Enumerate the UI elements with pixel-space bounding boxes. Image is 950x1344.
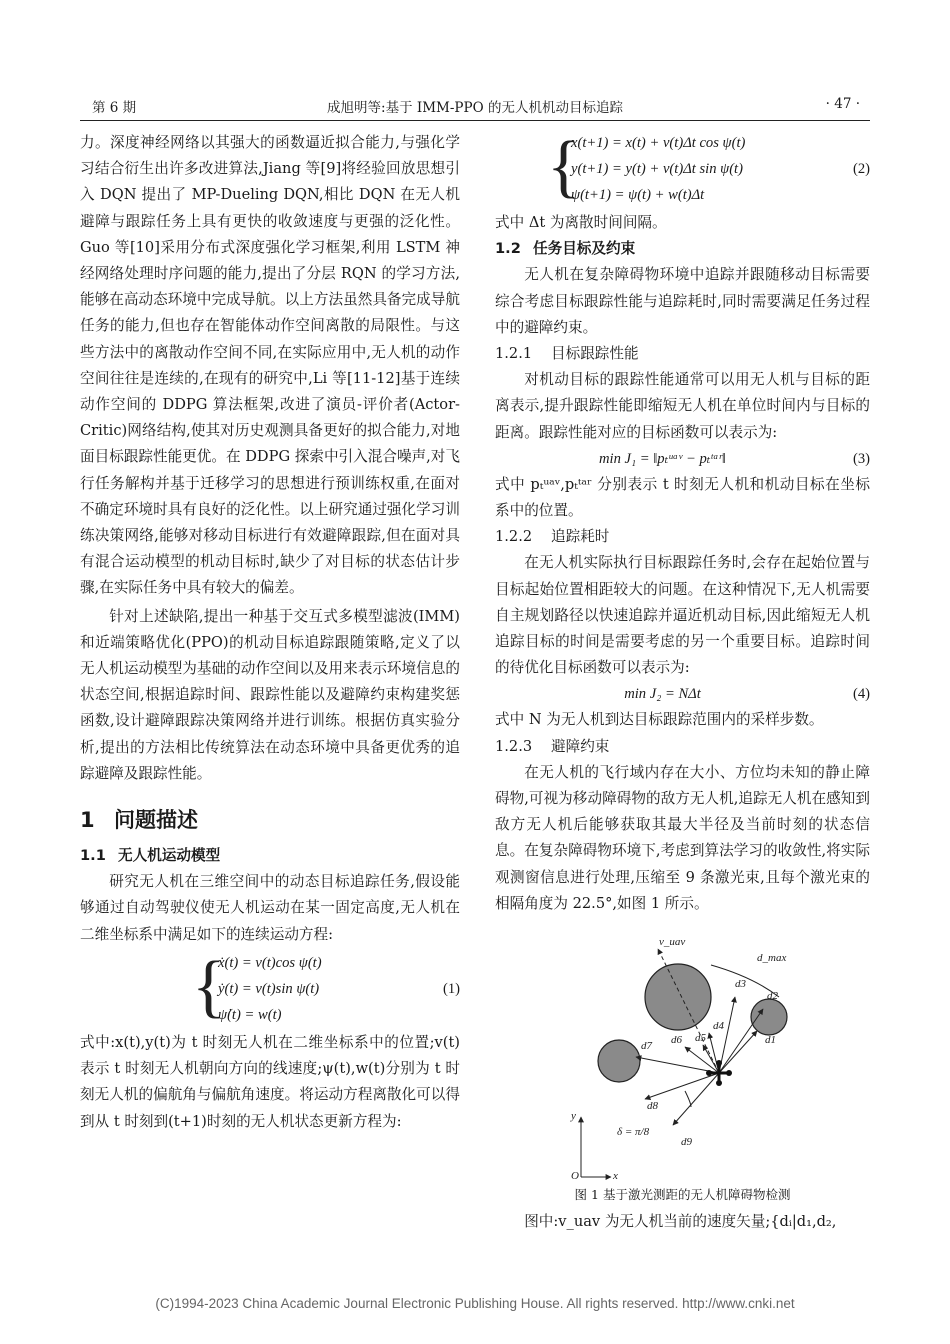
obstacle-left bbox=[598, 1040, 640, 1082]
equation-2-line-2: y(t+1) = y(t) + v(t)Δt sin ψ(t) bbox=[571, 161, 743, 177]
obstacle-large bbox=[645, 964, 711, 1030]
label-dmax: d_max bbox=[757, 952, 787, 965]
beam-d7 bbox=[636, 1057, 719, 1073]
paragraph-discretization: 式中:x(t),y(t)为 t 时刻无人机在二维坐标系中的位置;v(t)表示 t 时刻无人机朝向方向的线速度;ψ(t),w(t)分别为 t 时刻无人机的偏航角与偏航角速度。将运动方程离散化可以得到从 t 时刻到(t+1)时刻的无人机状态更新方程为: bbox=[80, 1033, 460, 1130]
label-vuav: v_uav bbox=[659, 936, 686, 949]
delta-angle-arc bbox=[685, 1091, 691, 1107]
label-d6: d6 bbox=[671, 1034, 682, 1047]
equation-1-number: (1) bbox=[442, 980, 460, 997]
label-d7: d7 bbox=[641, 1040, 652, 1053]
label-d2: d2 bbox=[767, 990, 778, 1003]
equation-2-number: (2) bbox=[852, 161, 870, 177]
beam-d5 bbox=[703, 1045, 719, 1073]
subsection-heading-1-1 bbox=[80, 843, 460, 869]
label-d1: d1 bbox=[765, 1034, 776, 1047]
paragraph-sampling-steps: 式中 N 为无人机到达目标跟踪范围内的采样步数。 bbox=[495, 711, 824, 729]
axis-y-label: y bbox=[571, 1110, 576, 1123]
running-title: 成旭明等:基于 IMM-PPO 的无人机机动目标追踪 bbox=[327, 100, 623, 116]
subsection-heading-1-2 bbox=[495, 236, 870, 262]
header-rule bbox=[80, 120, 870, 121]
section-title: 问题描述 bbox=[114, 808, 198, 833]
equation-4 bbox=[495, 681, 870, 707]
equation-3-number: (3) bbox=[852, 450, 870, 467]
equation-1-line-3: ψ̇(t) = w(t) bbox=[218, 1006, 282, 1023]
subsubsection-heading-1-2-2 bbox=[495, 524, 870, 550]
label-delta: δ = π/8 bbox=[617, 1126, 650, 1139]
equation-4-body: min J₂ = NΔt bbox=[624, 686, 701, 703]
axis-origin-label: O bbox=[571, 1170, 579, 1182]
equation-3-body: min J₁ = ‖pₜᵘᵃᵛ − pₜᵗᵃʳ‖ bbox=[598, 450, 727, 467]
subsection-number: 1.1 bbox=[80, 847, 106, 865]
subsubsection-heading-1-2-1 bbox=[495, 341, 870, 367]
equation-4-number: (4) bbox=[852, 686, 870, 703]
equation-3 bbox=[495, 446, 870, 472]
equation-2 bbox=[495, 130, 870, 210]
label-d4: d4 bbox=[713, 1020, 724, 1033]
label-d9: d9 bbox=[681, 1136, 692, 1149]
right-column bbox=[495, 130, 870, 1235]
subsubsection-title: 避障约束 bbox=[551, 737, 610, 755]
label-d3: d3 bbox=[735, 978, 746, 991]
equation-2-line-1: x(t+1) = x(t) + v(t)Δt cos ψ(t) bbox=[571, 135, 746, 151]
paragraph-tracking-performance: 对机动目标的跟踪性能通常可以用无人机与目标的距离表示,提升跟踪性能即缩短无人机在单位时间内与目标的距离。跟踪性能对应的目标函数可以表示为: bbox=[495, 371, 870, 441]
paragraph-positions: 式中 pₜᵘᵃᵛ,pₜᵗᵃʳ 分别表示 t 时刻无人机和机动目标在坐标系中的位置。 bbox=[495, 475, 870, 520]
subsubsection-title: 追踪耗时 bbox=[551, 528, 610, 546]
obstacle-right bbox=[751, 999, 787, 1035]
paragraph-delta-t: 式中 Δt 为离散时间间隔。 bbox=[495, 214, 667, 231]
equation-2-line-3: ψ(t+1) = ψ(t) + w(t)Δt bbox=[571, 187, 705, 203]
paragraph-tracking-time: 在无人机实际执行目标跟踪任务时,会存在起始位置与目标起始位置相距较大的问题。在这种情况下,无人机需要自主规划路径以快速追踪并逼近机动目标,因此缩短无人机追踪目标的时间是需要考虑的另一个重要目标。追踪时间的待优化目标函数可以表示为: bbox=[495, 554, 870, 677]
section-number: 1 bbox=[80, 808, 95, 833]
equation-1 bbox=[80, 948, 460, 1030]
figure-1 bbox=[495, 931, 870, 1181]
subsection-title: 任务目标及约束 bbox=[533, 240, 636, 258]
paragraph-task-goal: 无人机在复杂障碍物环境中追踪并跟随移动目标需要综合考虑目标跟踪性能与追踪耗时,同时需要满足任务过程中的避障约束。 bbox=[495, 266, 870, 336]
issue-number: 第 6 期 bbox=[92, 100, 137, 116]
subsubsection-number: 1.2.1 bbox=[495, 345, 533, 363]
left-column bbox=[80, 130, 460, 1135]
section-heading-1 bbox=[80, 807, 460, 833]
subsubsection-number: 1.2.3 bbox=[495, 737, 533, 755]
paragraph-related-work: 力。深度神经网络以其强大的函数逼近拟合能力,与强化学习结合衍生出许多改进算法,Jiang 等[9]将经验回放思想引入 DQN 提出了 MP-Dueling DQN,相比 DQN 在无人机避障与跟踪任务上具有更快的收敛速度与更强的泛化性。Guo 等[10]采用分布式深度强化学习框架,利用 LSTM 神经网络处理时序问题的能力,提出了分层 RQN 的学习方法,能够在高动态环境中完成导航。以上方法虽然具备完成导航任务的能力,但也存在智能体动作空间离散的局限性。与这些方法中的离散动作空间不同,在实际应用中,无人机的动作空间往往是连续的,在现有的研究中,Li 等[11-12]基于连续动作空间的 DDPG 算法框架,改进了演员-评价者(Actor-Critic)网络结构,使其对历史观测具备更好的拟合能力,对地面目标跟踪性能更优。在 DDPG 探索中引入混合噪声,对飞行任务解构并基于迁移学习的思想进行预训练权重,在面对不确定环境时具有良好的泛化性。以上研究通过强化学习训练决策网络,能够对移动目标进行有效避障跟踪,但在面对具有混合运动模型的机动目标时,缺少了对目标的状态估计步骤,在实际任务中具有较大的偏差。 bbox=[80, 134, 460, 597]
paragraph-motion-model: 研究无人机在三维空间中的动态目标追踪任务,假设能够通过自动驾驶仪使无人机运动在某一固定高度,无人机在二维坐标系中满足如下的连续运动方程: bbox=[80, 873, 460, 943]
equation-1-line-1: ẋ(t) = v(t)cos ψ(t) bbox=[218, 954, 322, 971]
paragraph-contribution: 针对上述缺陷,提出一种基于交互式多模型滤波(IMM)和近端策略优化(PPO)的机动目标追踪跟随策略,定义了以无人机运动模型为基础的动作空间以及用来表示环境信息的状态空间,根据追踪时间、跟踪性能以及避障约束构建奖惩函数,设计避障跟踪决策网络并进行训练。根据仿真实验分析,提出的方法相比传统算法在动态环境中具备更优秀的追踪避障及跟踪性能。 bbox=[80, 607, 460, 782]
running-head bbox=[80, 96, 870, 118]
subsubsection-title: 目标跟踪性能 bbox=[551, 345, 639, 363]
label-d8: d8 bbox=[647, 1100, 658, 1113]
axis-x-label: x bbox=[613, 1170, 618, 1182]
subsubsection-number: 1.2.2 bbox=[495, 528, 533, 546]
page-number: · 47 · bbox=[825, 96, 860, 112]
lidar-obstacle-diagram bbox=[495, 931, 870, 1181]
equation-1-line-2: ẏ(t) = v(t)sin ψ(t) bbox=[218, 980, 320, 997]
subsubsection-heading-1-2-3 bbox=[495, 734, 870, 760]
subsection-number: 1.2 bbox=[495, 240, 521, 258]
equation-brace: { bbox=[192, 947, 226, 1025]
paragraph-figure-explanation: 图中:v_uav 为无人机当前的速度矢量;{dᵢ|d₁,d₂, bbox=[524, 1213, 837, 1231]
beam-d1 bbox=[719, 1031, 757, 1073]
uav-icon bbox=[706, 1060, 732, 1086]
copyright-footer: (C)1994-2023 China Academic Journal Electronic Publishing House. All rights reserved. http://www.cnki.net bbox=[155, 1296, 795, 1311]
label-d5: d5 bbox=[695, 1032, 706, 1045]
equation-brace: { bbox=[547, 128, 581, 205]
figure-1-caption: 图 1 基于激光测距的无人机障碍物检测 bbox=[574, 1187, 791, 1203]
paragraph-obstacle-constraint: 在无人机的飞行域内存在大小、方位均未知的静止障碍物,可视为移动障碍物的敌方无人机,追踪无人机在感知到敌方无人机后能够获取其最大半径及当前时刻的状态信息。在复杂障碍物环境下,考虑到算法学习的收敛性,将实际观测窗信息进行处理,压缩至 9 条激光束,且每个激光束的相隔角度为 22.5°,如图 1 所示。 bbox=[495, 763, 870, 912]
subsection-title: 无人机运动模型 bbox=[118, 847, 221, 865]
